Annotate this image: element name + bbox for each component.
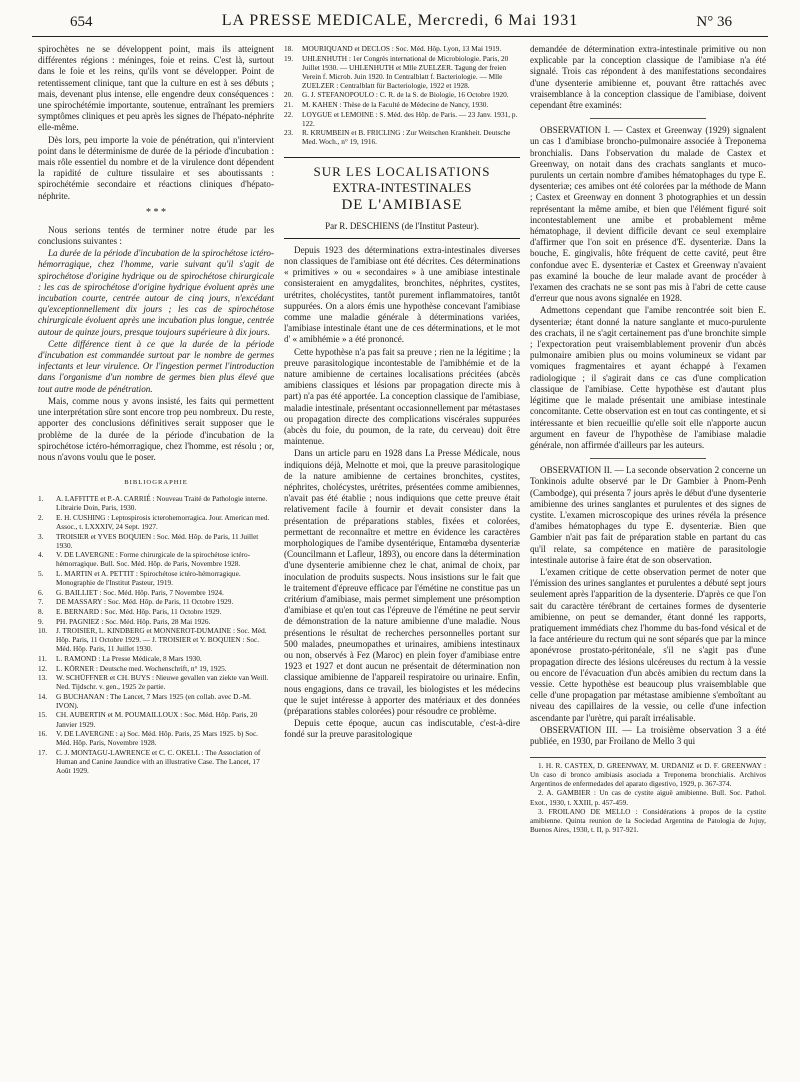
divider [590, 118, 706, 119]
bib-entry: 14. G BUCHANAN : The Lancet, 7 Mars 1925 (en collab. avec D.-M. IVON). [38, 691, 252, 710]
bib-entry: 17. C. J. MONTAGU-LAWRENCE et C. C. OKELL : The Association of Human and Canine Jaundice with an illustrative Case. The Lancet, 17 Août 1929. [38, 747, 261, 776]
bib-entry: 5. L. MARTIN et A. PETTIT : Spirochétose ictéro-hémorragique. Monographie de l'Institut Pasteur, 1919. [38, 569, 241, 588]
bib-entry: 21. M. KAHEN : Thèse de la Faculté de Médecine de Nancy, 1930. [284, 100, 489, 110]
column-left [38, 44, 274, 1074]
bibliography-heading: BIBLIOGRAPHIE [124, 479, 188, 487]
bib-entry: 4. V. DE LAVERGNE : Forme chirurgicale de la spirochétose ictéro-hémorragique. Bull. Soc. Méd. Hôp. de Paris, Novembre 1928. [38, 550, 251, 569]
bib-entry: 8. E. BERNARD : Soc. Méd. Hôp. Paris, 11 Octobre 1929. [38, 606, 222, 616]
bib-entry: 9. PH. PAGNIEZ : Soc. Méd. Hôp. Paris, 28 Mai 1926. [38, 616, 211, 626]
issue-number: N° 36 [696, 14, 732, 30]
bibliography-list [38, 494, 274, 775]
paragraph: demandée de détermination extra-intestinale primitive ou non explicable par la conception classique de l'amibiase n'a été signalé. Trois cas répondent à des manifestations secondaires d'une dysenterie amibienne et, pouvant être rattachés avec vraisemblance à la conception classique de l'amibiase, doivent cependant être examinés: [530, 44, 766, 111]
paragraph: Dès lors, peu importe la voie de pénétration, qui n'intervient point dans le déterminisme de durée de la période d'incubation : mais rôle essentiel du nombre et de la virulence dont dépendent la rapidité de culture tissulaire et ses aboutissants : spirochétémie secondaire et réactions cliniques d'hépato-néphrite. [38, 134, 274, 201]
footnote: 1. H. R. CASTEX, D. GREENWAY, M. URDANIZ et D. F. GREENWAY : Un caso di bronco amibiasis asociada a Treponema bronchialis. Archivos Argentinos de enfermedades del aparato digestivo, 1929, p. 367-374. [530, 761, 766, 789]
bib-entry: 12. L. KÖRNER : Deutsche med. Wochenschrift, n° 19, 1925. [38, 663, 227, 673]
paragraph: spirochètes ne se développent point, mais ils atteignent différentes régions : méninges, foie et reins. C'est là, surtout dans le foie et les reins, qu'ils vont se développer. Point de retentissement clinique, tant que la culture en est à ses débuts ; mais, devenant plus intense, elle engendre deux conséquences : une spirochétémie importante, soutenue, entraînant les premiers symptômes cliniques et peu après les signes de l'hépato-néphrite elle-même. [38, 44, 274, 133]
paragraph: Depuis cette époque, aucun cas indiscutable, c'est-à-dire fondé sur la preuve parasitologique [284, 718, 520, 740]
paragraph: Cette hypothèse n'a pas fait sa preuve ; rien ne la légitime ; la preuve parasitologique incontestable de l'amibhémie et de la nature amibienne de certaines localisations précitées (abcès amibiens classiques et lésions par propagation directe mis à part) n'a pas été apportée. La conception classique de l'amibiase, maladie intestinale, présentant occasionnellement par métastases ou propagation directe des complications viscérales suppurées (abcès du foie, du poumon, de la rate, du cerveau) doit être maintenue. [284, 346, 520, 447]
bib-entry: 7. DE MASSARY : Soc. Méd. Hôp. de Paris, 11 Octobre 1929. [38, 597, 234, 607]
bib-entry: 23. R. KRUMBEIN et B. FRICLING : Zur Weitschen Krankheit. Deutsche Med. Woch., n° 19, 1916. [284, 128, 511, 147]
article-title-block [284, 157, 520, 239]
conclusion-paragraph: Cette différence tient à ce que la durée de la période d'incubation est commandée surtout par le nombre de germes infectants et leur virulence. Or l'ingestion permet l'introduction dans l'organisme d'un nombre de germes bien plus élevé que tout autre mode de pénétration. [38, 338, 274, 394]
bib-entry: 15. CH. AUBERTIN et M. POUMAILLOUX : Soc. Méd. Hôp. Paris, 20 Janvier 1929. [38, 710, 258, 729]
bibliography-list-continued [284, 44, 520, 147]
paragraph: Mais, comme nous y avons insisté, les faits qui permettent une interprétation sûre sont encore trop peu nombreux. Du reste, apporter des conclusions définitives serait supposer que le problème de la durée de la période d'incubation de la spirochétose ictéro-hémorragique, chez l'homme, est résolu ; or, nous n'avons voulu que le poser. [38, 395, 274, 462]
divider [590, 458, 706, 459]
observation-2: OBSERVATION II. — La seconde observation 2 concerne un Tonkinois adulte observé par le Dr Gambier à Pnom-Penh (Cambodge), qui présenta 7 jours après le début d'une dysenterie amibienne des urines sanglantes et purulentes et des signes de cystite. L'examen microscopique des urines révéla la présence d'amibes hématophages du type E. dysenteriæ. Bien que Gambier n'ait pas fait de préparation stable en partant du cas qu'il relate, sa compétence en matière de parasitologie intestinale autorise à faire état de son observation. [530, 465, 766, 565]
paragraph: L'examen critique de cette observation permet de noter que l'émission des urines sanglantes et purulentes a débuté sept jours seulement après l'apparition de la dysenterie. D'après ce que l'on sait du caractère térébrant de certaines formes de dysenterie amibienne, on peut se demander, étant donné les rapports, pratiquement immédiats chez l'homme du bas-fond vésical et de la face antérieure du rectum qui ne sont séparés que par la mince aponévrose prostato-péritonéale, s'il ne s'agit pas d'une propagation directe des lésions ulcéreuses du rectum à la vessie ou encore de l'évacuation d'un abcès amibien du rectum dans la vessie. Cette hypothèse est beaucoup plus vraisemblable que celle d'une propagation par métastase amibienne s'emboîtant au niveau des capillaires de la vessie, ou celle d'une infection ascendante par l'urètre, qui paraît irréalisable. [530, 566, 766, 723]
bib-entry: 11. L. RAMOND : La Presse Médicale, 8 Mars 1930. [38, 653, 202, 663]
observation-3: OBSERVATION III. — La troisième observation 3 a été publiée, en 1930, par Froilano de Mello 3 qui [530, 724, 766, 746]
observation-1: OBSERVATION I. — Castex et Greenway (1929) signalent un cas 1 d'amibiase broncho-pulmonaire associée à Treponema bronchialis. Dans l'observation du malade de Castex et Greenway, on notait dans des crachats sanglants et muco-purulents un certain nombre d'amibes hématophages du type E. dysenteriæ; ces amibes ont été colorées par la méthode de Mann ; Castex et Greenway en donnent 3 photographies et un dessin représentant la même amibe, et bien que l'élément figuré soit incontestablement une amibe et probablement même hématophage, il devient difficile devant ce seul exemplaire d'affirmer que l'on soit en présence d'E. dysenteriæ. Dans la bouche, E. gingivalis, hôte fréquent de cette cavité, peut être confondue avec E. dysenteriæ et Castex et Greenway n'avaient pas examiné la bouche de leur malade avant de procéder à l'examen des crachats ne se sont pas mis à l'abri de cette cause d'erreur que nous avons signalée en 1928. [530, 125, 766, 304]
column-middle [284, 44, 520, 1074]
footnotes [530, 757, 766, 834]
bib-entry: 13. W. SCHÜFFNER et CH. BUYS : Nieuwe gevallen van ziekte van Weill. Ned. Tijdschr. v. gen., 1925 2e partie. [38, 673, 269, 692]
page-header [32, 0, 768, 37]
columns [38, 44, 766, 1074]
bib-entry: 1. A. LAFFITTE et P.-A. CARRIÉ : Nouveau Traité de Pathologie interne. Librairie Doin, Paris, 1930. [38, 494, 268, 513]
paragraph: Depuis 1923 des déterminations extra-intestinales diverses non classiques de l'amibiase ont été décrites. Ces déterminations « primitives » ou « secondaires » à une amibiase intestinale consisteraient en amygdalites, bronchites, néphrites, cystites, urétrites, cholécystites, tantôt purement inflammatoires, tantôt suppurées. On a alors émis une hypothèse concevant l'amibiase comme une maladie générale à déterminations variées, l'amibiase intestinale étant une de ces déterminations, et le mot d' « amibhémie » a été prononcé. [284, 244, 520, 345]
paragraph: Nous serions tentés de terminer notre étude par les conclusions suivantes : [38, 224, 274, 247]
bib-entry: 16. V. DE LAVERGNE : a) Soc. Méd. Hôp. Paris, 25 Mars 1925. b) Soc. Méd. Hôp. Paris, Novembre 1928. [38, 729, 259, 748]
paragraph: Dans un article paru en 1928 dans La Presse Médicale, nous indiquions déjà, Melnotte et moi, que la preuve parasitologique de la nature amibienne de certaines bronchites, cystites, néphrites, cholécystes, urétrites, présentées comme amibiennes, n'avait pas été établie ; nous indiquions que cette preuve était relativement facile à fournir et devait consister dans la présentation de préparations stables, fixées et colorées, permettant de reconnaître et mettre en évidence les caractères morphologiques de l'amibe dysentérique, Entamœba dysenteriæ (Councilmann et Lafleur, 1893), ou encore dans la détermination d'une dysenterie amibienne chez le chat, animal de choix, par inoculation de produits suspects. Nous insistions sur le fait que le traitement d'épreuve efficace par l'émétine ne constitue pas un critérium d'amibiase, mais permet simplement une présomption d'amibiase et qu'en tout cas l'épreuve de l'émétine ne peut servir de démonstration de la nature amibienne d'une maladie. Nous présentions le résultat de recherches personnelles portant sur 500 malades, pneumopathes et urinaires, amibiens intestinaux ou non, observés à Fez (Maroc) en plein foyer d'amibiase entre 1923 et 1927 et dont aucun ne présentait de détermination non classique amibienne de l'appareil respiratoire ou urinaire. Enfin, nous engagions, dans ce travail, les biologistes et les médecins que le sujet intéresse à apporter des matériaux et des données (préparations stables colorées) pour résoudre ce problème. [284, 448, 520, 717]
bib-entry: 19. UHLENHUTH : 1er Congrès international de Microbiologie. Paris, 20 Juillet 1930. — UHLENHUTH et Mlle ZUELZER. Tagung der freien Verein f. Microb. Juin 1920. In Centralblatt f. Bacteriologie. — Mlle ZUELZER : Centralblatt für Bacteriologie, 1922 et 1928. [284, 53, 509, 90]
article-title-line: SUR LES LOCALISATIONS [313, 163, 491, 179]
article-author: Par R. DESCHIENS (de l'Institut Pasteur). [325, 220, 479, 231]
conclusion-paragraph: La durée de la période d'incubation de la spirochétose ictéro-hémorragique, chez l'homme, varie suivant qu'il s'agit de spirochétose d'origine hydrique ou de spirochétose chirurgicale : les cas de spirochétose d'origine hydrique évoluent après une incubation courte, centrée autour de cinq jours, n'excédant qu'exceptionnellement dix jours ; les cas de spirochétose chirurgicale évoluent après une incubation plus longue, centrée autour de quinze jours, presque toujours supérieure à dix jours. [38, 248, 274, 337]
bib-entry: 20. G. J. STEFANOPOULO : C. R. de la S. de Biologie, 16 Octobre 1920. [284, 90, 509, 100]
bib-entry: 22. LOYGUE et LEMOINE : S. Méd. des Hôp. de Paris. — 23 Janv. 1931, p. 122. [284, 109, 518, 128]
section-separator: * * * [146, 206, 166, 218]
paragraph: Admettons cependant que l'amibe rencontrée soit bien E. dysenteriæ; étant donné la nature sanglante et muco-purulente des crachats, il ne s'agit certainement pas d'une bronchite simple ; l'expectoration peut vraisemblablement provenir d'un abcès pulmonaire amibien plus ou moins volumineux se vidant par vomiques fragmentaires et ayant échappé à l'examen radiologique ; il s'agirait dans ce cas d'une complication classique de l'amibiase. Cette hypothèse est d'autant plus légitime que le malade présentait une amibiase intestinale concomitante. Cette observation est en tout cas contingente, et si intéressante et bien recueillie qu'elle soit elle n'apporte aucun argument en faveur de l'hypothèse de l'amibiase maladie générale, non affirmée d'ailleurs par les auteurs. [530, 305, 766, 450]
bib-entry: 18. MOURIQUAND et DECLOS : Soc. Méd. Hôp. Lyon, 13 Mai 1919. [284, 44, 502, 53]
bib-entry: 10. J. TROISIER, L. KINDBERG et MONNEROT-DUMAINE : Soc. Méd. Hôp. Paris, 11 Octobre 1929. — J. TROISIER et Y. BOQUIEN : Soc. Méd. Hôp. Paris, 11 Juillet 1930. [38, 626, 267, 654]
article-title-line: DE L'AMIBIASE [341, 196, 463, 213]
journal-title: LA PRESSE MEDICALE, Mercredi, 6 Mai 1931 [221, 12, 579, 29]
bib-entry: 2. E. H. CUSHING : Leptospirosis icterohemorragica. Jour. American med. Assoc., t. LXXXIV, 24 Sept. 1927. [38, 513, 270, 532]
article-title-line: EXTRA-INTESTINALES [332, 179, 472, 195]
page-number: 654 [70, 14, 93, 30]
footnote: 2. A. GAMBIER : Un cas de cystite aiguë amibienne. Bull. Soc. Pathol. Exot., 1930, t. XXIII, p. 457-459. [530, 788, 766, 807]
footnote: 3. FROILANO DE MELLO : Considérations à propos de la cystite amibienne. Quinta reunion de la Sociedad Argentina de Patologia de Jujuy, Buenos Aires, 1930, t. II, p. 917-921. [530, 806, 766, 834]
column-right [530, 44, 766, 1074]
bib-entry: 3. TROISIER et YVES BOQUIEN : Soc. Méd. Hôp. de Paris, 11 Juillet 1930. [38, 531, 259, 550]
bib-entry: 6. G. BAILLIET : Soc. Méd. Hôp. Paris, 7 Novembre 1924. [38, 587, 224, 597]
